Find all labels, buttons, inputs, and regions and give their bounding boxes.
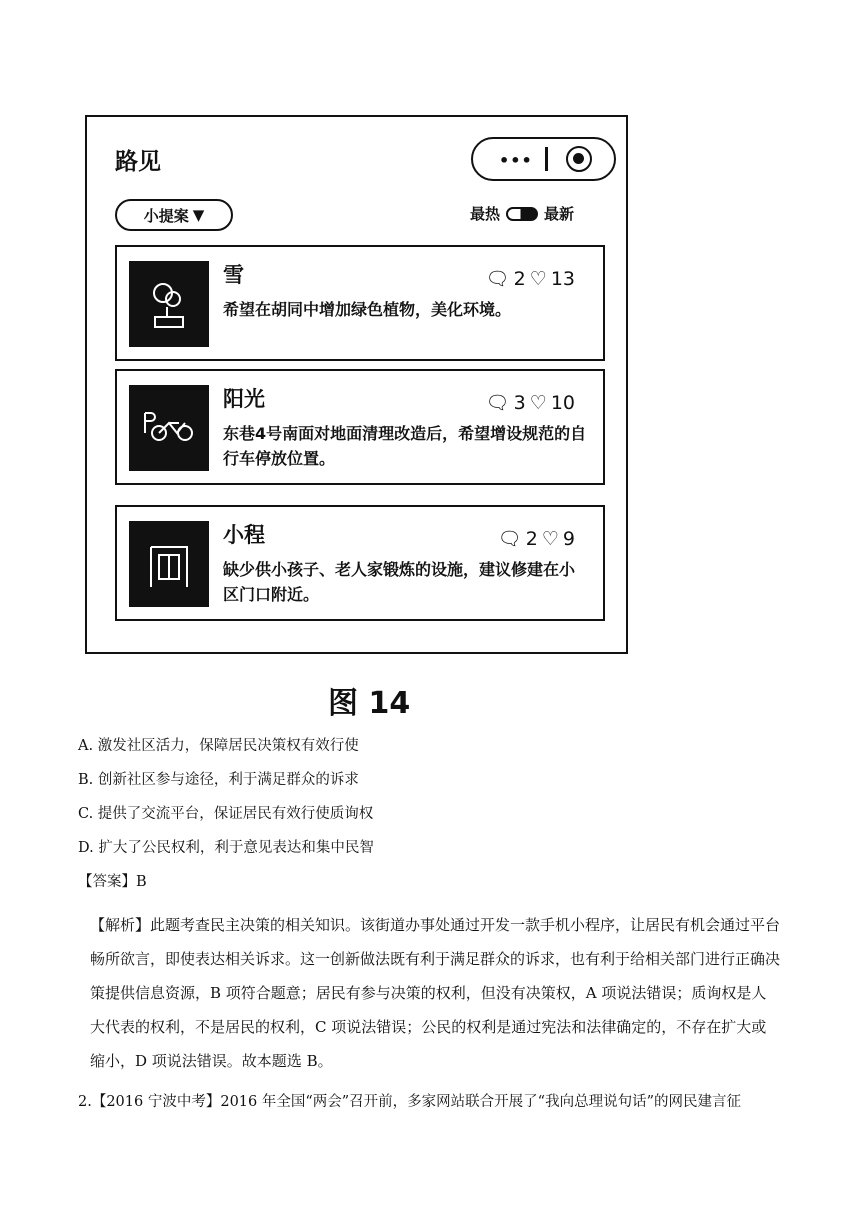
post-card[interactable]: [115, 369, 605, 485]
option-c: C. 提供了交流平台，保证居民有效行使质询权: [78, 806, 374, 822]
next-question: 2.【2016 宁波中考】2016 年全国“两会”召开前，多家网站联合开展了“我向总理说句话”的网民建言征: [78, 1094, 742, 1110]
mini-program-figure: [85, 115, 628, 654]
post-stats: [498, 527, 575, 550]
comment-count: 2: [525, 527, 538, 550]
post-message: 缺少供小孩子、老人家锻炼的设施，建议修建在小区门口附近。: [223, 560, 576, 604]
proposal-dropdown-label: 小提案: [143, 206, 189, 225]
post-message: 希望在胡同中增加绿色植物，美化环境。: [223, 300, 512, 319]
post-username: 小程: [223, 523, 265, 547]
triangle-down-icon: ▼: [192, 206, 205, 224]
comment-count: 2: [513, 267, 526, 290]
comment-icon[interactable]: 🗨: [485, 392, 510, 414]
more-icon[interactable]: •••: [499, 151, 533, 170]
post-username: 雪: [223, 263, 244, 287]
comment-icon[interactable]: 🗨: [485, 268, 510, 290]
post-stats: [486, 267, 575, 290]
heart-icon[interactable]: ♡: [541, 527, 559, 550]
comment-icon[interactable]: 🗨: [497, 528, 522, 550]
avatar-bicycle-icon: [129, 385, 209, 471]
post-stats: [486, 391, 575, 414]
figure-caption: 图 14: [328, 686, 411, 721]
sort-new-label: 最新: [544, 205, 575, 223]
answer: 【答案】B: [78, 874, 147, 890]
like-count: 10: [550, 391, 575, 414]
post-card[interactable]: [115, 245, 605, 361]
sort-switch[interactable]: [470, 203, 574, 224]
post-username: 阳光: [223, 387, 265, 411]
heart-icon[interactable]: ♡: [529, 391, 547, 414]
heart-icon[interactable]: ♡: [529, 267, 547, 290]
avatar-gate-icon: [129, 521, 209, 607]
capsule-divider: [545, 147, 548, 171]
option-a: A. 激发社区活力，保障居民决策权有效行使: [78, 738, 359, 754]
analysis-paragraph: 【解析】此题考查民主决策的相关知识。该街道办事处通过开发一款手机小程序，让居民有机会通过平台畅所欲言，即使表达相关诉求。这一创新做法既有利于满足群众的诉求，也有利于给相关部门进行正确决策提供信息资源，B 项符合题意；居民有参与决策的权利，但没有决策权，A 项说法错误；质询权是人大代表的权利，不是居民的权利，C 项说法错误；公民的权利是通过宪法和法律确定的，不存在扩大或缩小，D 项说法错误。故本题选 B。: [90, 916, 781, 1070]
sort-toggle[interactable]: [506, 207, 538, 221]
sort-hot-label: 最热: [470, 205, 501, 223]
post-message: 东巷4号南面对地面清理改造后，希望增设规范的自行车停放位置。: [223, 424, 587, 468]
avatar-plant-icon: [129, 261, 209, 347]
like-count: 9: [562, 527, 575, 550]
record-icon[interactable]: [566, 146, 592, 172]
capsule-menu[interactable]: [471, 137, 616, 181]
post-card[interactable]: [115, 505, 605, 621]
proposal-dropdown[interactable]: [115, 199, 233, 231]
comment-count: 3: [513, 391, 526, 414]
app-title: 路见: [115, 149, 161, 175]
option-b: B. 创新社区参与途径，利于满足群众的诉求: [78, 772, 359, 788]
like-count: 13: [550, 267, 575, 290]
option-d: D. 扩大了公民权利，利于意见表达和集中民智: [78, 840, 374, 856]
